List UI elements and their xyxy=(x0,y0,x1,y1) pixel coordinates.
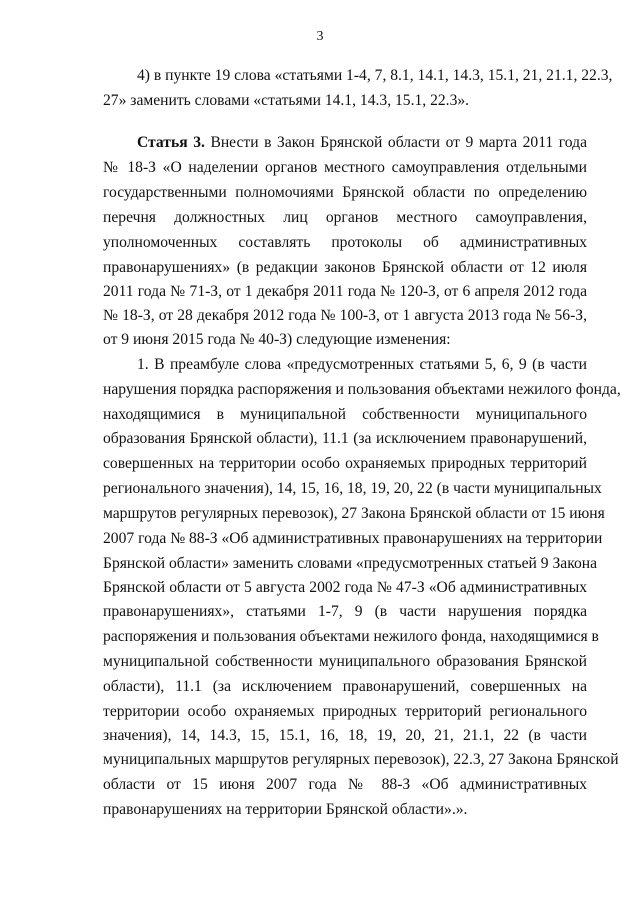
point1-line: правонарушениях на территории Брянской области».». xyxy=(103,801,468,818)
point1-line: области от 15 июня 2007 года № 88-З «Об административных xyxy=(103,776,587,793)
point1-line: регионального значения), 14, 15, 16, 18, 19, 20, 22 (в части муниципальных xyxy=(103,480,602,497)
point1-line: маршрутов регулярных перевозок), 27 Закона Брянской области от 15 июня xyxy=(103,505,605,522)
article3-first-line-text: Внести в Закон Брянской области от 9 марта 2011 года xyxy=(204,134,587,151)
article3-line: уполномоченных составлять протоколы об административных xyxy=(103,234,587,251)
point1-line: Брянской области» заменить словами «предусмотренных статьей 9 Закона xyxy=(103,555,598,572)
point1-line: муниципальных маршрутов регулярных перевозок), 22.3, 27 Закона Брянской xyxy=(103,751,619,768)
point1-line: совершенных на территории особо охраняемых природных территорий xyxy=(103,455,587,472)
item4-line: 4) в пункте 19 слова «статьями 1-4, 7, 8.1, 14.1, 14.3, 15.1, 21, 21.1, 22.3, xyxy=(137,67,613,84)
point1-line: распоряжения и пользования объектами нежилого фонда, находящимися в xyxy=(103,628,599,645)
article3-line: перечня должностных лиц органов местного самоуправления, xyxy=(103,209,587,226)
article3-line: от 9 июня 2015 года № 40-З) следующие изменения: xyxy=(103,331,451,348)
point1-line: территории особо охраняемых природных территорий регионального xyxy=(103,703,587,720)
point1-line: находящимися в муниципальной собственности муниципального xyxy=(103,406,587,423)
article3-line: № 18-З, от 28 декабря 2012 года № 100-З, от 1 августа 2013 года № 56-З, xyxy=(103,307,587,324)
point1-line: нарушения порядка распоряжения и пользования объектами нежилого фонда, xyxy=(103,381,621,398)
item4-line: 27» заменить словами «статьями 14.1, 14.3, 15.1, 22.3». xyxy=(103,92,470,109)
article3-heading: Статья 3. xyxy=(137,134,205,151)
article3-line: № 18-З «О наделении органов местного самоуправления отдельными xyxy=(103,159,587,176)
point1-line: 2007 года № 88-З «Об административных правонарушениях на территории xyxy=(103,530,603,547)
article3-line: 2011 года № 71-З, от 1 декабря 2011 года № 120-З, от 6 апреля 2012 года xyxy=(103,283,587,300)
point1-line: области), 11.1 (за исключением правонарушений, совершенных на xyxy=(103,678,587,695)
article3-line: государственными полномочиями Брянской области по определению xyxy=(103,184,587,201)
article3-line: правонарушениях» (в редакции законов Брянской области от 12 июля xyxy=(103,259,587,276)
page-number: 3 xyxy=(316,29,324,44)
point1-line: Брянской области от 5 августа 2002 года № 47-З «Об административных xyxy=(103,579,587,596)
point1-line: правонарушениях», статьями 1-7, 9 (в части нарушения порядка xyxy=(103,603,587,620)
point1-line: муниципальной собственности муниципального образования Брянской xyxy=(103,653,587,670)
point1-line: образования Брянской области), 11.1 (за исключением правонарушений, xyxy=(103,430,587,447)
point1-line: 1. В преамбуле слова «предусмотренных статьями 5, 6, 9 (в части xyxy=(137,356,587,373)
point1-line: значения), 14, 14.3, 15, 15.1, 16, 18, 19, 20, 21, 21.1, 22 (в части xyxy=(103,727,587,744)
article3-first-line xyxy=(137,134,587,152)
